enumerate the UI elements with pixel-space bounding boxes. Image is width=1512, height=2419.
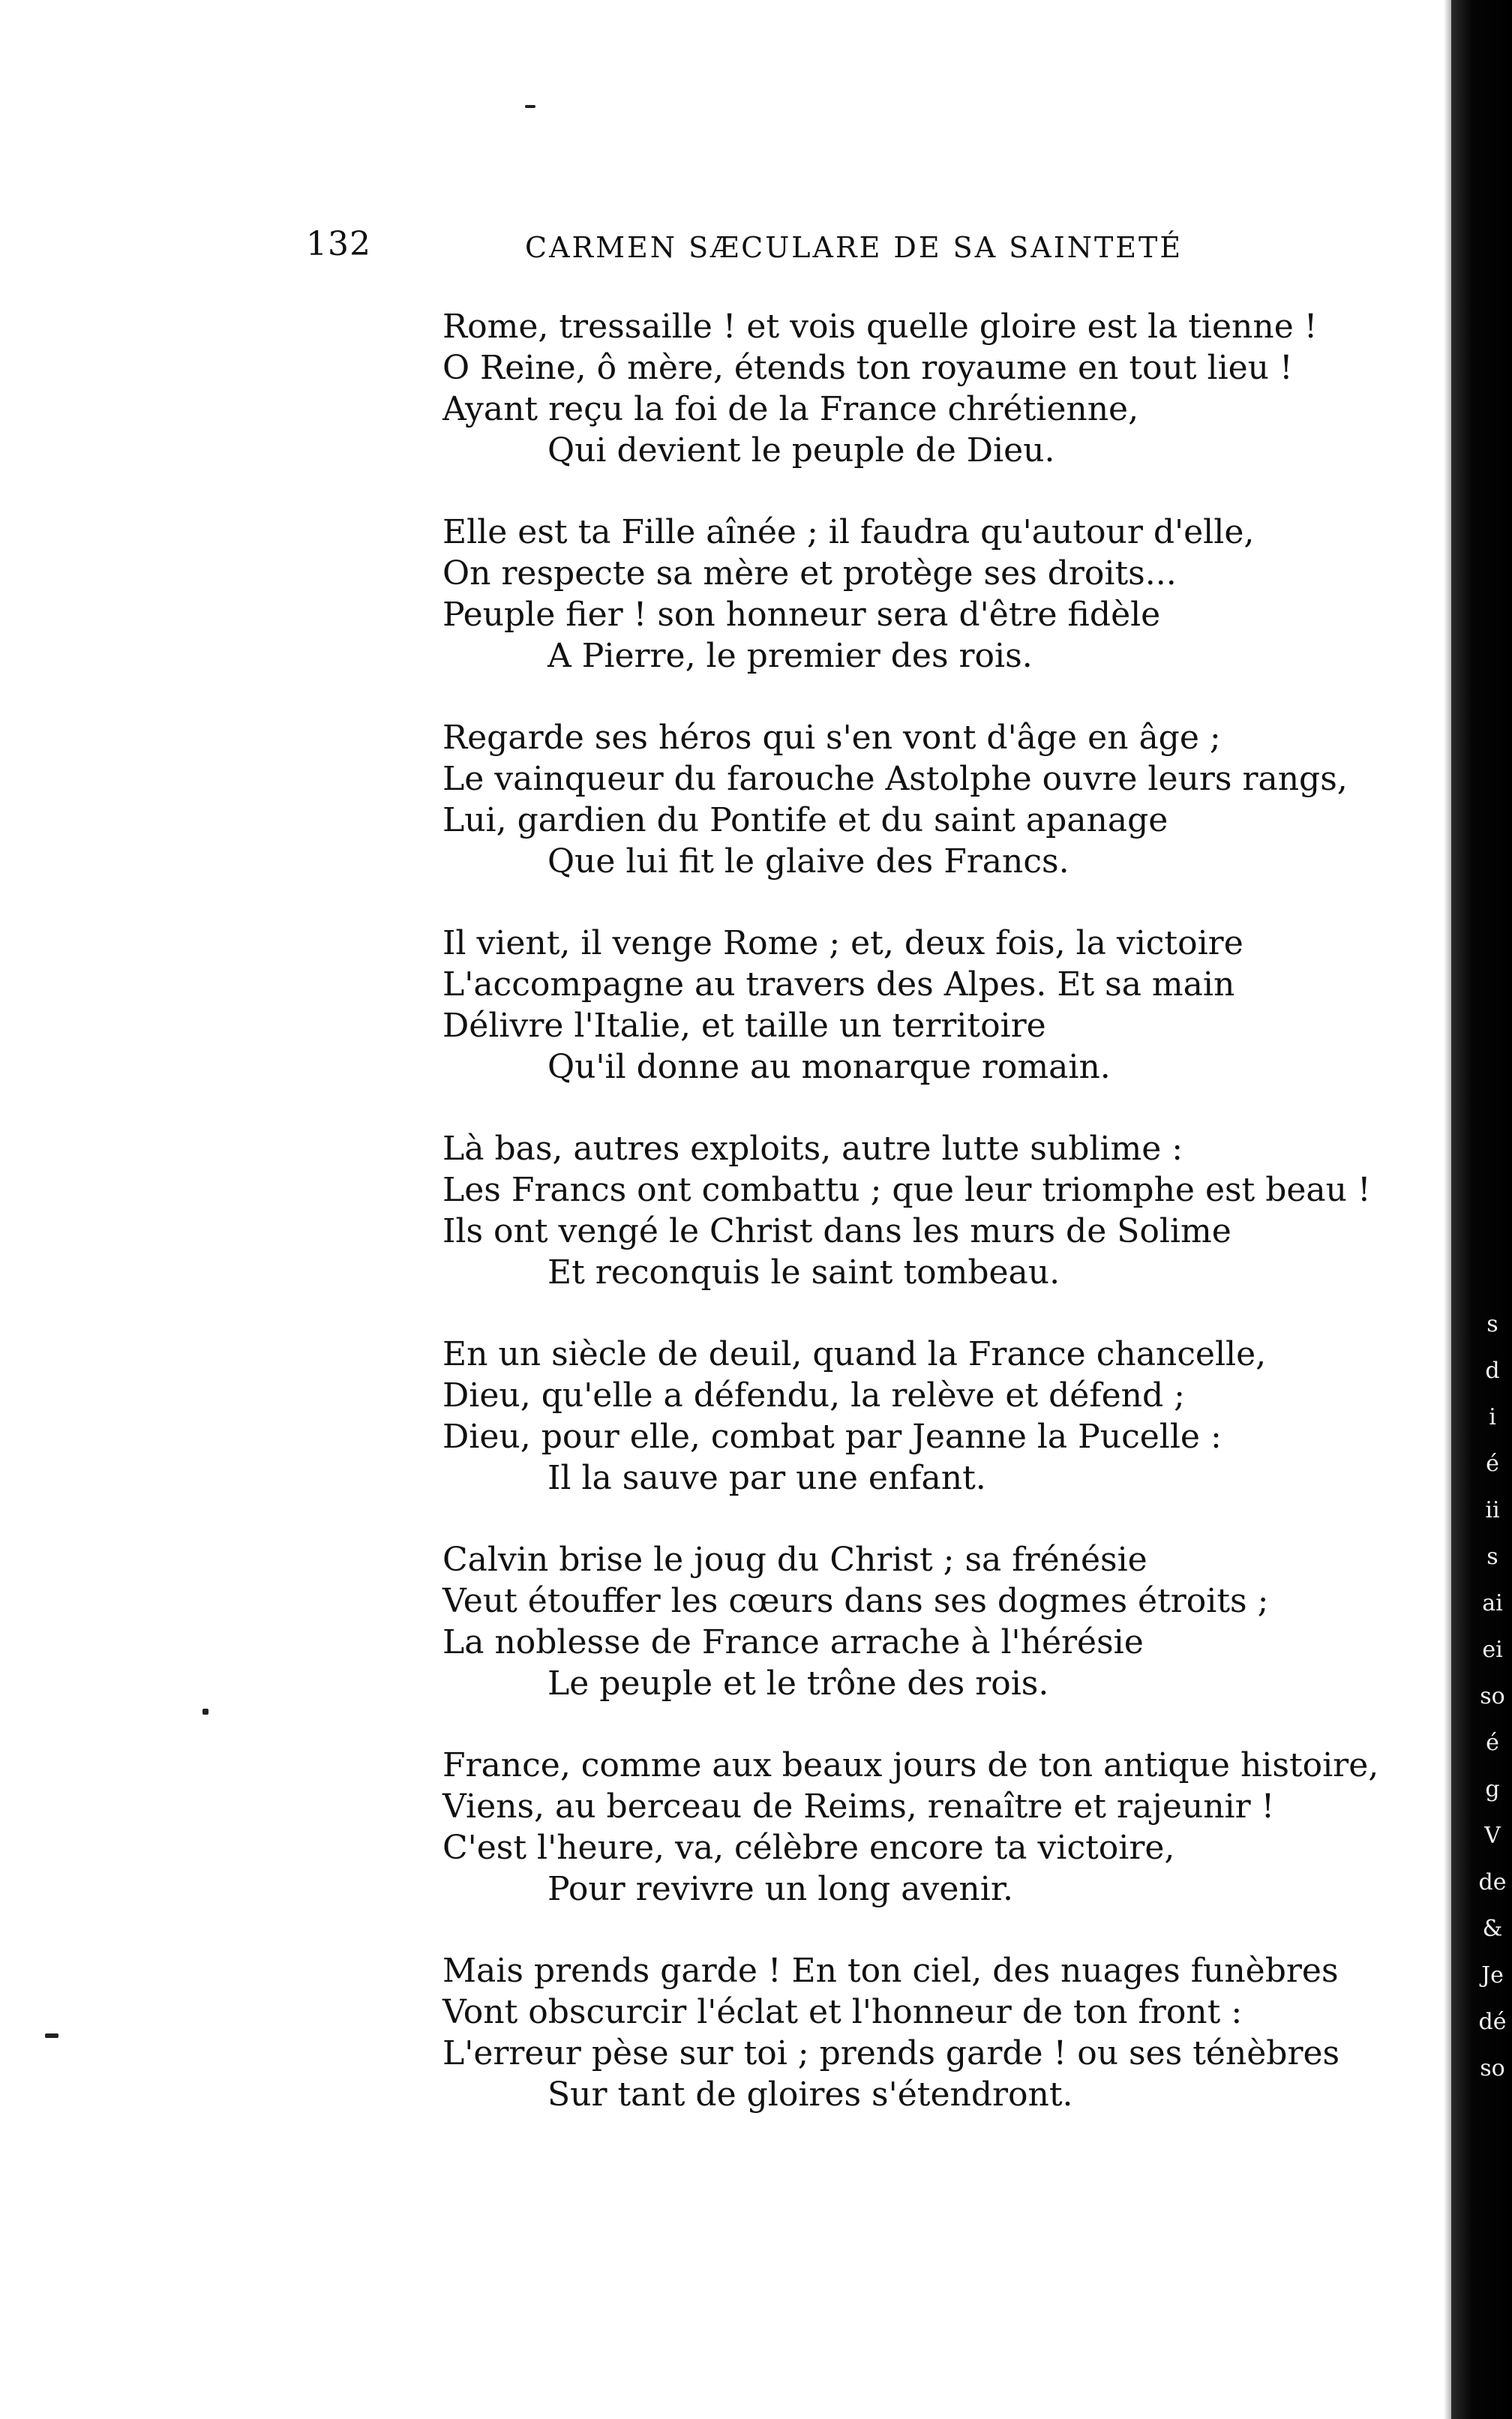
stanza: [442, 1539, 1312, 1704]
facing-page-fragment: i: [1489, 1404, 1496, 1430]
facing-page-fragment: s: [1486, 1311, 1498, 1337]
verse-line: Le vainqueur du farouche Astolphe ouvre leurs rangs,: [442, 760, 1348, 798]
facing-page-fragment: so: [1480, 1683, 1505, 1709]
stanza: [442, 512, 1312, 677]
verse-line: C'est l'heure, va, célèbre encore ta victoire,: [442, 1829, 1175, 1867]
verse-line-indented: Pour revivre un long avenir.: [548, 1870, 1014, 1908]
verse-line-indented: Le peuple et le trône des rois.: [548, 1664, 1049, 1703]
facing-page-fragments: [1478, 1301, 1508, 2092]
verse-line-indented: Que lui fit le glaive des Francs.: [548, 842, 1070, 881]
facing-page-fragment: Je: [1481, 1962, 1504, 1988]
verse-line-indented: Il la sauve par une enfant.: [548, 1459, 986, 1497]
facing-page-fragment: dé: [1478, 2009, 1507, 2035]
verse-line-indented: Qui devient le peuple de Dieu.: [548, 431, 1055, 470]
facing-page-fragment: é: [1486, 1730, 1499, 1756]
facing-page-fragment: so: [1480, 2055, 1505, 2081]
verse-line-indented: Et reconquis le saint tombeau.: [548, 1253, 1060, 1292]
facing-page-fragment: de: [1478, 1869, 1507, 1895]
scan-speck: [45, 2033, 58, 2038]
verse-line: Lui, gardien du Pontife et du saint apanage: [442, 801, 1168, 839]
facing-page-fragment: é: [1486, 1451, 1499, 1477]
stanza: [442, 1745, 1379, 1910]
verse-line: Elle est ta Fille aînée ; il faudra qu'autour d'elle,: [442, 513, 1255, 551]
stanza: [442, 1128, 1371, 1293]
verse-line: L'accompagne au travers des Alpes. Et sa main: [442, 965, 1235, 1004]
page-number: 132: [306, 225, 371, 263]
verse-line: On respecte sa mère et protège ses droits...: [442, 554, 1177, 593]
verse-line: Dieu, qu'elle a défendu, la relève et défend ;: [442, 1376, 1185, 1415]
scan-speck: [202, 1709, 208, 1715]
verse-line: Ayant reçu la foi de la France chrétienne,: [442, 390, 1139, 428]
verse-line: O Reine, ô mère, étends ton royaume en tout lieu !: [442, 349, 1293, 387]
verse-line-indented: A Pierre, le premier des rois.: [548, 637, 1033, 675]
verse-line: Là bas, autres exploits, autre lutte sublime :: [442, 1130, 1184, 1168]
verse-line: Délivre l'Italie, et taille un territoire: [442, 1007, 1046, 1045]
stanza: [442, 717, 1348, 882]
verse-line: Les Francs ont combattu ; que leur triomphe est beau !: [442, 1171, 1371, 1209]
verse-line: Ils ont vengé le Christ dans les murs de Solime: [442, 1212, 1232, 1250]
verse-line-indented: Qu'il donne au monarque romain.: [548, 1048, 1111, 1086]
verse-line: En un siècle de deuil, quand la France chancelle,: [442, 1335, 1267, 1373]
verse-line: Regarde ses héros qui s'en vont d'âge en âge ;: [442, 719, 1221, 757]
verse-line: La noblesse de France arrache à l'hérésie: [442, 1623, 1144, 1661]
verse-line: Mais prends garde ! En ton ciel, des nuages funèbres: [442, 1952, 1339, 1990]
verse-line: Veut étouffer les cœurs dans ses dogmes étroits ;: [442, 1582, 1269, 1620]
stanza: [442, 923, 1312, 1088]
scan-speck: [525, 105, 536, 108]
verse-line: Viens, au berceau de Reims, renaître et rajeunir !: [442, 1787, 1275, 1826]
verse-line: Rome, tressaille ! et vois quelle gloire est la tienne !: [442, 308, 1318, 346]
verse-line: Peuple fier ! son honneur sera d'être fidèle: [442, 596, 1161, 634]
verse-line: France, comme aux beaux jours de ton antique histoire,: [442, 1746, 1379, 1784]
facing-page-fragment: V: [1484, 1823, 1501, 1849]
stanza: [442, 1334, 1312, 1499]
facing-page-fragment: ii: [1485, 1497, 1500, 1523]
facing-page-fragment: ei: [1482, 1637, 1503, 1663]
poem: [442, 306, 1379, 2156]
facing-page-fragment: d: [1485, 1358, 1500, 1384]
verse-line-indented: Sur tant de gloires s'étendront.: [548, 2075, 1073, 2114]
running-title: CARMEN SÆCULARE DE SA SAINTETÉ: [525, 231, 1184, 264]
verse-line: Vont obscurcir l'éclat et l'honneur de ton front :: [442, 1993, 1243, 2031]
verse-line: L'erreur pèse sur toi ; prends garde ! ou ses ténèbres: [442, 2034, 1340, 2072]
facing-page-fragment: s: [1486, 1544, 1498, 1570]
verse-line: Calvin brise le joug du Christ ; sa frénésie: [442, 1541, 1148, 1579]
stanza: [442, 306, 1318, 471]
stanza: [442, 1950, 1340, 2115]
verse-line: Dieu, pour elle, combat par Jeanne la Pucelle :: [442, 1418, 1222, 1456]
facing-page-fragment: &: [1482, 1916, 1503, 1942]
verse-line: Il vient, il venge Rome ; et, deux fois, la victoire: [442, 924, 1244, 962]
facing-page-fragment: g: [1485, 1776, 1500, 1802]
facing-page-fragment: ai: [1482, 1590, 1503, 1616]
